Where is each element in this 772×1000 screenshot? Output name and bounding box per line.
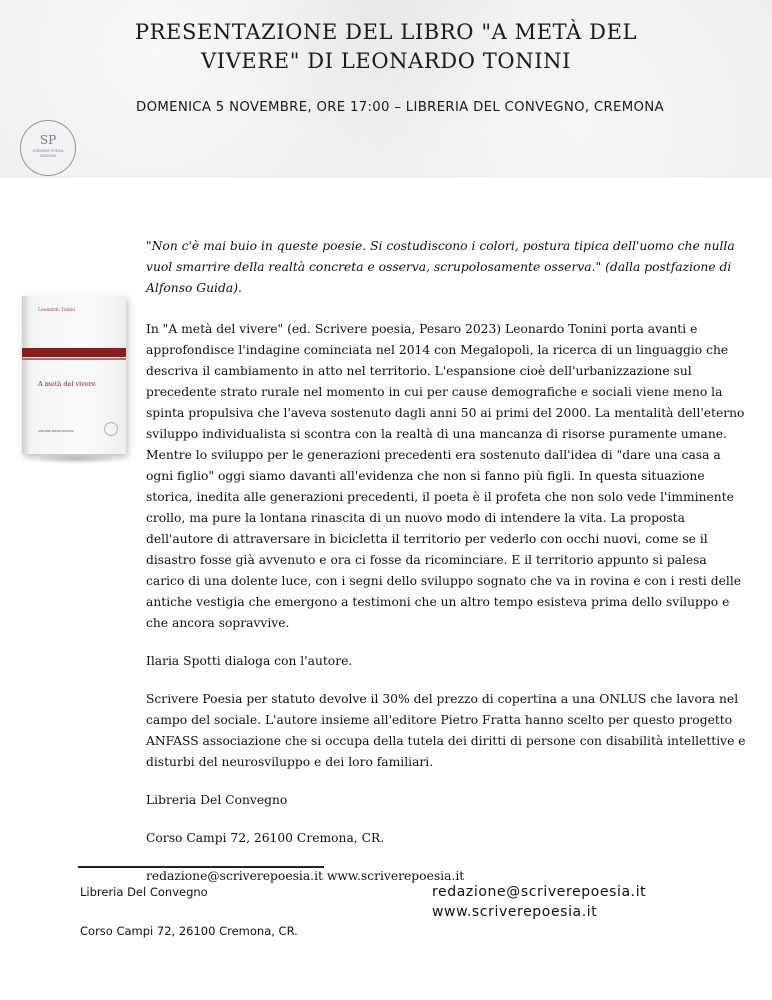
footer-venue: Libreria Del Convegno (80, 885, 208, 899)
logo-initials: SP (39, 133, 57, 147)
book-band (22, 348, 126, 357)
venue-address: Corso Campi 72, 26100 Cremona, CR. (146, 831, 385, 845)
footer-website: www.scriverepoesia.it (432, 904, 598, 920)
book-band-stripe (22, 358, 126, 360)
book-seal-icon (104, 422, 118, 436)
page-title (60, 18, 712, 76)
title-line-1: PRESENTAZIONE DEL LIBRO "A METÀ DEL (134, 20, 638, 44)
header-banner (0, 0, 772, 178)
book-cover (22, 296, 126, 454)
charity-paragraph: Scrivere Poesia per statuto devolve il 30% del prezzo di copertina a una ONLUS che lavora nel campo del sociale. L'autore insieme all'editore Pietro Fratta hanno scelto per questo progetto ANFASS associazione che si occupa della tutela dei diritti di persone con disabilità intellettive e disturbi del neurosviluppo e dei loro familiari. (146, 692, 746, 769)
quote-paragraph: "Non c'è mai buio in queste poesie. Si costudiscono i colori, postura tipica dell'uomo che nulla vuol smarrire della realtà concreta e osserva, scrupolosamente osserva." (dalla postfazione di Alfonso Guida). (146, 239, 735, 295)
footer-address: Corso Campi 72, 26100 Cremona, CR. (80, 924, 298, 938)
footer-email: redazione@scriverepoesia.it (432, 884, 647, 900)
description-paragraph: In "A metà del vivere" (ed. Scrivere poesia, Pesaro 2023) Leonardo Tonini porta avanti e approfondisce l'indagine cominciata nel 2014 con Megalopoli, la ricerca di un linguaggio che descriva il cambiamento in atto nel territorio. L'espansione cioè dell'urbanizzazione sul precedente strato rurale nel momento in cui per cause demografiche e sociali viene meno la spinta propulsiva che l'aveva sostenuto dagli anni 50 ai primi del 2000. La mentalità dell'eterno sviluppo individualista si scontra con la realtà di una mancanza di risorse puramente umane. Mentre lo sviluppo per le generazioni precedenti era sostenuto dall'idea di "dare una casa a ogni figlio" oggi siamo davanti all'evidenza che non si fanno più figli. In questa situazione storica, inedita alle generazioni precedenti, il poeta è il profeta che non solo vede l'imminente crollo, ma pure la lontana rinascita di un nuovo modo di intendere la vita. La proposta dell'autore di attraversare in bicicletta il territorio per vederlo con occhi nuovi, come se il disastro fosse già avvenuto e ora ci fosse da ricominciare. E il territorio appunto si palesa carico di una dolente luce, con i segni dello sviluppo sognato che va in rovina e con i resti delle antiche vestigia che emergono a testimoni che un altro tempo esisteva prima dello sviluppo e che ancora sopravvive. (146, 322, 745, 630)
book-shadow (26, 454, 126, 464)
book-title: A metà del vivere (38, 380, 96, 388)
book-author: Leonardo Tonini (38, 308, 76, 313)
publisher-logo (20, 120, 76, 176)
contact-line: redazione@scriverepoesia.it www.scriverepoesia.it (146, 869, 465, 883)
dialogue-paragraph: Ilaria Spotti dialoga con l'autore. (146, 654, 353, 668)
logo-text: SCRIVERE POESIA EDIZIONI (32, 149, 64, 158)
venue-name: Libreria Del Convegno (146, 793, 288, 807)
footer-divider (78, 866, 324, 868)
title-line-2: VIVERE" DI LEONARDO TONINI (201, 49, 571, 73)
book-cover-image (16, 296, 134, 464)
book-publisher: SCRIVERE POESIA EDIZIONI (38, 430, 74, 433)
event-subtitle: DOMENICA 5 NOVEMBRE, ORE 17:00 – LIBRERIA DEL CONVEGNO, CREMONA (136, 100, 664, 115)
main-content (146, 236, 746, 904)
